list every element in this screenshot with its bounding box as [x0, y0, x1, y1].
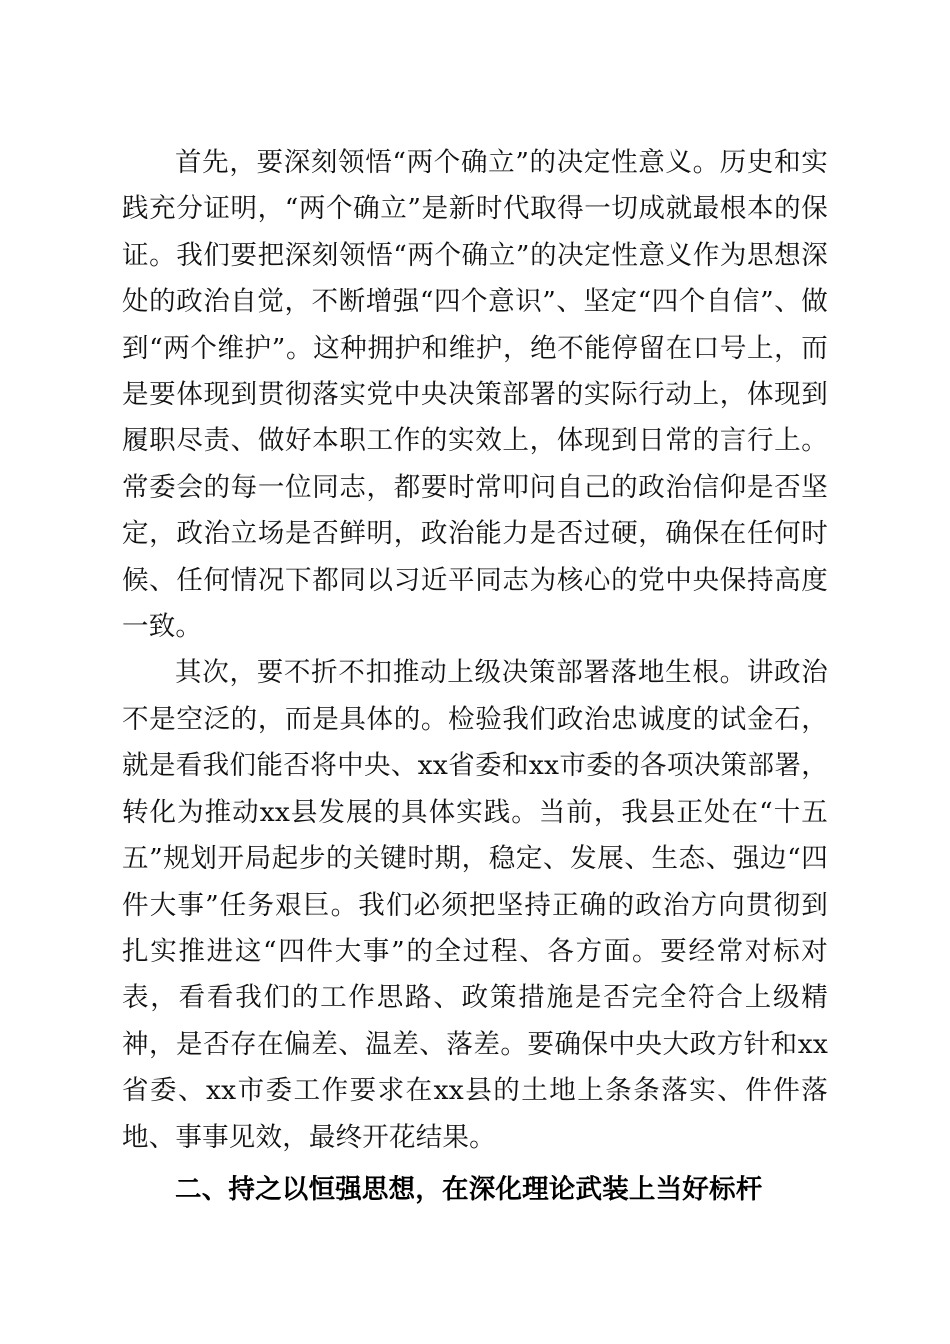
paragraph-implement-decisions: 其次，要不折不扣推动上级决策部署落地生根。讲政治不是空泛的，而是具体的。检验我们政治忠诚度的试金石，就是看我们能否将中央、xx省委和xx市委的各项决策部署，转化为推动xx县发展的具体实践。当前，我县正处在“十五五”规划开局起步的关键时期，稳定、发展、生态、强边“四件大事”任务艰巨。我们必须把坚持正确的政治方向贯彻到扎实推进这“四件大事”的全过程、各方面。要经常对标对表，看看我们的工作思路、政策措施是否完全符合上级精神，是否存在偏差、温差、落差。要确保中央大政方针和xx省委、xx市委工作要求在xx县的土地上条条落实、件件落地、事事见效，最终开花结果。	[122, 657, 828, 1153]
paragraph-two-establishments: 首先，要深刻领悟“两个确立”的决定性意义。历史和实践充分证明，“两个确立”是新时代取得一切成就最根本的保证。我们要把深刻领悟“两个确立”的决定性意义作为思想深处的政治自觉，不断增强“四个意识”、坚定“四个自信”、做到“两个维护”。这种拥护和维护，绝不能停留在口号上，而是要体现到贯彻落实党中央决策部署的实际行动上，体现到履职尽责、做好本职工作的实效上，体现到日常的言行上。常委会的每一位同志，都要时常叩问自己的政治信仰是否坚定，政治立场是否鲜明，政治能力是否过硬，确保在任何时候、任何情况下都同以习近平同志为核心的党中央保持高度一致。	[122, 147, 828, 643]
section-heading: 二、持之以恒强思想，在深化理论武装上当好标杆	[175, 1173, 763, 1205]
document-body	[122, 140, 828, 1213]
